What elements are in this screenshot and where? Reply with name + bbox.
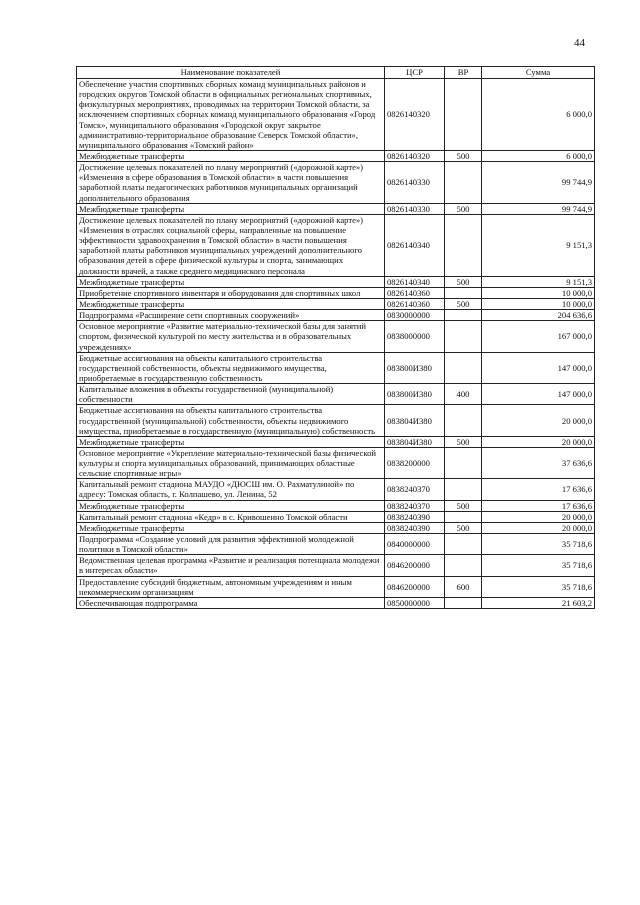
header-name: Наименование показателей	[77, 67, 385, 79]
cell-name: Бюджетные ассигнования на объекты капитального строительства государственной (муниципальной) собственности, объекты недвижимого имущества, приобретаемые в государственную (муниципальную) собственность	[77, 405, 385, 436]
cell-csr: 0840000000	[385, 534, 445, 555]
header-csr: ЦСР	[385, 67, 445, 79]
cell-vr	[445, 511, 482, 522]
cell-vr: 500	[445, 436, 482, 447]
table-row	[77, 555, 595, 576]
cell-vr	[445, 162, 482, 204]
cell-vr: 500	[445, 298, 482, 309]
table-row	[77, 276, 595, 287]
cell-name: Предоставление субсидий бюджетным, автономным учреждениям и иным некоммерческим организациям	[77, 576, 385, 597]
table-row	[77, 500, 595, 511]
cell-sum: 10 000,0	[482, 287, 595, 298]
cell-sum: 37 636,6	[482, 447, 595, 478]
cell-csr: 083800И380	[385, 352, 445, 383]
cell-csr: 0826140330	[385, 162, 445, 204]
cell-sum: 6 000,0	[482, 150, 595, 161]
header-sum: Сумма	[482, 67, 595, 79]
cell-sum: 20 000,0	[482, 405, 595, 436]
cell-vr	[445, 555, 482, 576]
cell-vr	[445, 597, 482, 608]
cell-sum: 10 000,0	[482, 298, 595, 309]
table-row	[77, 522, 595, 533]
cell-name: Капитальный ремонт стадиона МАУДО «ДЮСШ им. О. Рахматулиной» по адресу: Томская область, г. Колпашево, ул. Ленина, 52	[77, 479, 385, 500]
cell-sum: 99 744,9	[482, 162, 595, 204]
header-vr: ВР	[445, 67, 482, 79]
table-row	[77, 597, 595, 608]
table-row	[77, 214, 595, 276]
cell-vr	[445, 352, 482, 383]
cell-sum: 9 151,3	[482, 276, 595, 287]
cell-csr: 0838000000	[385, 321, 445, 352]
cell-name: Обеспечивающая подпрограмма	[77, 597, 385, 608]
table-row	[77, 203, 595, 214]
cell-sum: 204 636,6	[482, 310, 595, 321]
cell-csr: 083804И380	[385, 436, 445, 447]
table-row	[77, 511, 595, 522]
cell-name: Приобретение спортивного инвентаря и оборудования для спортивных школ	[77, 287, 385, 298]
cell-sum: 147 000,0	[482, 384, 595, 405]
cell-sum: 21 603,2	[482, 597, 595, 608]
cell-sum: 20 000,0	[482, 522, 595, 533]
cell-csr: 083804И380	[385, 405, 445, 436]
cell-vr	[445, 447, 482, 478]
cell-csr: 0846200000	[385, 576, 445, 597]
cell-vr	[445, 534, 482, 555]
cell-name: Подпрограмма «Расширение сети спортивных сооружений»	[77, 310, 385, 321]
cell-csr: 0838240390	[385, 522, 445, 533]
table-row	[77, 79, 595, 151]
cell-vr: 500	[445, 203, 482, 214]
cell-csr: 0838240390	[385, 511, 445, 522]
cell-vr: 500	[445, 276, 482, 287]
cell-vr: 500	[445, 150, 482, 161]
cell-name: Бюджетные ассигнования на объекты капитального строительства государственной собственности, объекты недвижимого имущества, приобретаемые в государственную собственность	[77, 352, 385, 383]
cell-vr: 500	[445, 522, 482, 533]
cell-sum: 6 000,0	[482, 79, 595, 151]
cell-csr: 0850000000	[385, 597, 445, 608]
cell-name: Основное мероприятие «Укрепление материально-технической базы физической культуры и спорта муниципальных образований, принимающих областные сельские спортивные игры»	[77, 447, 385, 478]
table-row	[77, 534, 595, 555]
table-row	[77, 287, 595, 298]
cell-csr: 0838200000	[385, 447, 445, 478]
cell-csr: 0826140340	[385, 214, 445, 276]
table-row	[77, 405, 595, 436]
table-row	[77, 310, 595, 321]
cell-name: Капитальные вложения в объекты государственной (муниципальной) собственности	[77, 384, 385, 405]
cell-csr: 0826140320	[385, 79, 445, 151]
cell-csr: 0838240370	[385, 479, 445, 500]
cell-vr: 400	[445, 384, 482, 405]
cell-name: Межбюджетные трансферты	[77, 522, 385, 533]
cell-sum: 17 636,6	[482, 500, 595, 511]
cell-sum: 9 151,3	[482, 214, 595, 276]
table-row	[77, 447, 595, 478]
cell-csr: 0826140320	[385, 150, 445, 161]
budget-table	[76, 66, 595, 609]
cell-vr	[445, 214, 482, 276]
cell-vr	[445, 321, 482, 352]
cell-sum: 35 718,6	[482, 534, 595, 555]
cell-name: Межбюджетные трансферты	[77, 436, 385, 447]
cell-name: Капитальный ремонт стадиона «Кедр» в с. Кривошеино Томской области	[77, 511, 385, 522]
cell-vr	[445, 405, 482, 436]
cell-sum: 20 000,0	[482, 511, 595, 522]
cell-csr: 0846200000	[385, 555, 445, 576]
cell-csr: 0826140340	[385, 276, 445, 287]
cell-csr: 0830000000	[385, 310, 445, 321]
cell-vr	[445, 287, 482, 298]
cell-name: Межбюджетные трансферты	[77, 500, 385, 511]
cell-vr	[445, 310, 482, 321]
table-row	[77, 298, 595, 309]
cell-csr: 083800И380	[385, 384, 445, 405]
cell-sum: 17 636,6	[482, 479, 595, 500]
cell-name: Основное мероприятие «Развитие материально-технической базы для занятий спортом, физической культурой по месту жительства и в образовательных учреждениях»	[77, 321, 385, 352]
table-row	[77, 150, 595, 161]
cell-vr: 500	[445, 500, 482, 511]
cell-sum: 35 718,6	[482, 576, 595, 597]
table-row	[77, 384, 595, 405]
cell-sum: 35 718,6	[482, 555, 595, 576]
cell-name: Межбюджетные трансферты	[77, 298, 385, 309]
table-row	[77, 576, 595, 597]
cell-name: Межбюджетные трансферты	[77, 150, 385, 161]
cell-name: Подпрограмма «Создание условий для развития эффективной молодежной политики в Томской области»	[77, 534, 385, 555]
table-row	[77, 162, 595, 204]
table-row	[77, 479, 595, 500]
cell-vr: 600	[445, 576, 482, 597]
cell-sum: 20 000,0	[482, 436, 595, 447]
table-row	[77, 321, 595, 352]
cell-csr: 0838240370	[385, 500, 445, 511]
cell-sum: 167 000,0	[482, 321, 595, 352]
cell-name: Обеспечение участия спортивных сборных команд муниципальных районов и городских округов Томской области в официальных региональных спортивных, физкультурных мероприятиях, проводимых на территории Томской области, за исключением спортивных сборных команд муниципального образования «Город Томск», муниципального образования «Городской округ закрытое административно-территориальное образование Северск Томской области», муниципального образования «Томский район»	[77, 79, 385, 151]
cell-vr	[445, 479, 482, 500]
cell-name: Ведомственная целевая программа «Развитие и реализация потенциала молодежи в интересах области»	[77, 555, 385, 576]
cell-name: Достижение целевых показателей по плану мероприятий («дорожной карте») «Изменения в отраслях социальной сферы, направленные на повышение эффективности здравоохранения в Томской области» в части повышения заработной платы работников муниципальных учреждений дополнительного образования детей в сфере физической культуры и спорта, занимающих должности врачей, а также среднего медицинского персонала	[77, 214, 385, 276]
cell-name: Межбюджетные трансферты	[77, 276, 385, 287]
cell-csr: 0826140360	[385, 287, 445, 298]
cell-sum: 147 000,0	[482, 352, 595, 383]
table-header-row	[77, 67, 595, 79]
page-number: 44	[574, 37, 585, 49]
cell-name: Межбюджетные трансферты	[77, 203, 385, 214]
cell-name: Достижение целевых показателей по плану мероприятий («дорожной карте») «Изменения в сфере образования в Томской области» в части повышения заработной платы педагогических работников муниципальных организаций дополнительного образования	[77, 162, 385, 204]
table-row	[77, 352, 595, 383]
cell-vr	[445, 79, 482, 151]
cell-csr: 0826140360	[385, 298, 445, 309]
cell-sum: 99 744,9	[482, 203, 595, 214]
cell-csr: 0826140330	[385, 203, 445, 214]
table-row	[77, 436, 595, 447]
